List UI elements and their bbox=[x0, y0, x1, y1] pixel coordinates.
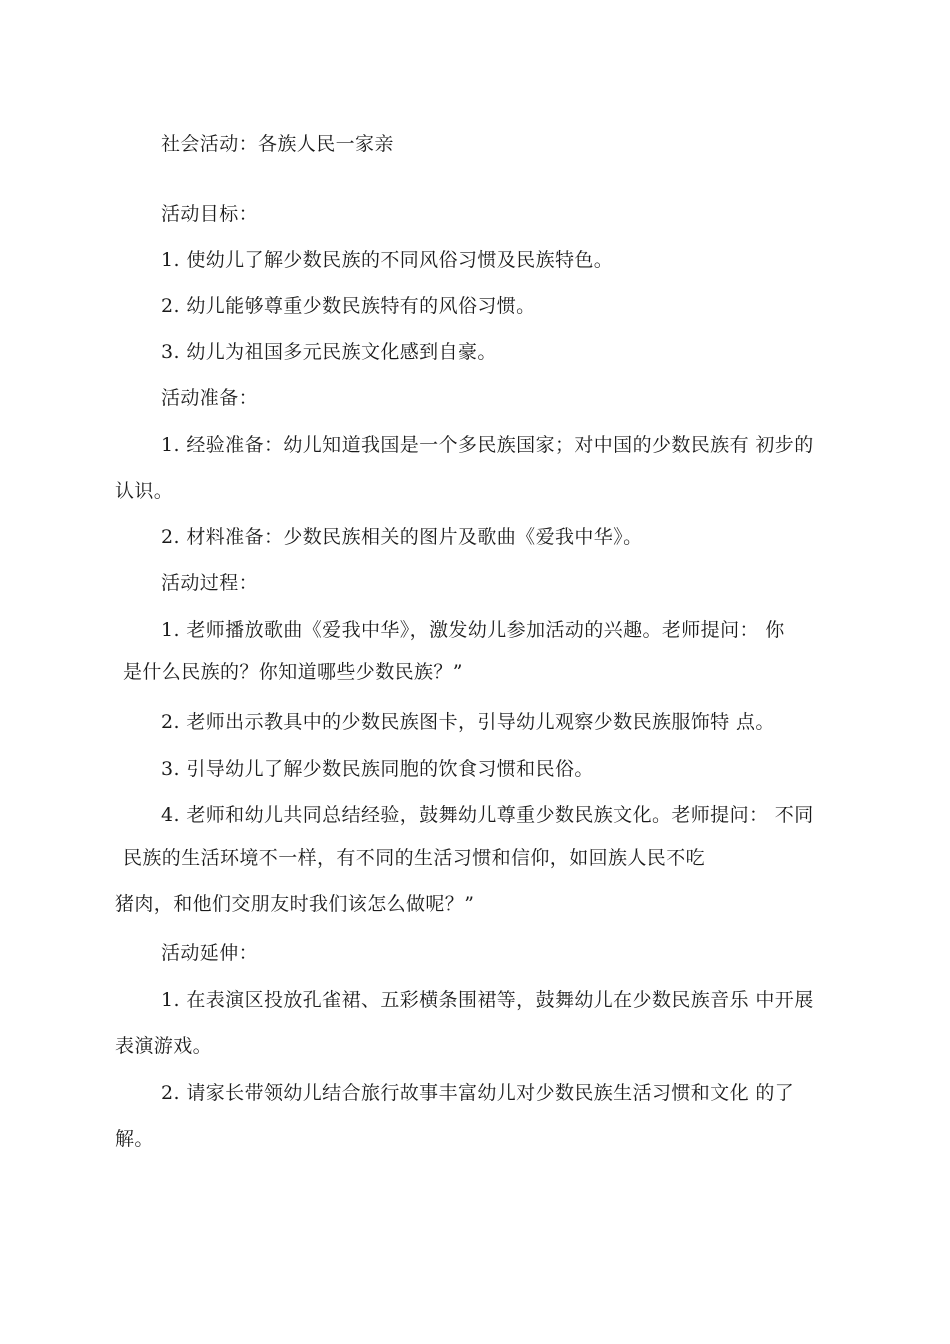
preparation-heading: 活动准备： bbox=[161, 387, 259, 409]
goal-item: 2. 幼儿能够尊重少数民族特有的风俗习惯。 bbox=[161, 295, 536, 317]
process-item-4-line-1: 4. 老师和幼儿共同总结经验，鼓舞幼儿尊重少数民族文化。老师提问： 不同 bbox=[161, 804, 814, 826]
process-item-2: 2. 老师出示教具中的少数民族图卡，引导幼儿观察少数民族服饰特 点。 bbox=[161, 711, 775, 733]
goal-item: 3. 幼儿为祖国多元民族文化感到自豪。 bbox=[161, 341, 497, 363]
extension-item-2-line-2: 解。 bbox=[115, 1128, 154, 1150]
preparation-item-2: 2. 材料准备：少数民族相关的图片及歌曲《爱我中华》。 bbox=[161, 526, 643, 548]
extension-item-2-line-1: 2. 请家长带领幼儿结合旅行故事丰富幼儿对少数民族生活习惯和文化 的了 bbox=[161, 1082, 795, 1104]
process-item-1-line-2: 是什么民族的？你知道哪些少数民族？” bbox=[123, 661, 463, 683]
goal-item: 1. 使幼儿了解少数民族的不同风俗习惯及民族特色。 bbox=[161, 249, 614, 271]
preparation-item-1-line-1: 1. 经验准备：幼儿知道我国是一个多民族国家；对中国的少数民族有 初步的 bbox=[161, 434, 814, 456]
process-item-3: 3. 引导幼儿了解少数民族同胞的饮食习惯和民俗。 bbox=[161, 758, 594, 780]
process-item-4-line-2: 民族的生活环境不一样，有不同的生活习惯和信仰，如回族人民不吃 bbox=[123, 847, 706, 869]
process-item-4-line-3: 猪肉，和他们交朋友时我们该怎么做呢？” bbox=[115, 893, 475, 915]
goals-heading: 活动目标： bbox=[161, 203, 259, 225]
extension-item-1-line-2: 表演游戏。 bbox=[115, 1035, 213, 1057]
extension-item-1-line-1: 1. 在表演区投放孔雀裙、五彩横条围裙等，鼓舞幼儿在少数民族音乐 中开展 bbox=[161, 989, 814, 1011]
extension-heading: 活动延伸： bbox=[161, 942, 259, 964]
preparation-item-1-line-2: 认识。 bbox=[115, 480, 174, 502]
process-item-1-line-1: 1. 老师播放歌曲《爱我中华》，激发幼儿参加活动的兴趣。老师提问： 你 bbox=[161, 619, 785, 641]
document-title: 社会活动：各族人民一家亲 bbox=[161, 133, 394, 155]
process-heading: 活动过程： bbox=[161, 572, 259, 594]
